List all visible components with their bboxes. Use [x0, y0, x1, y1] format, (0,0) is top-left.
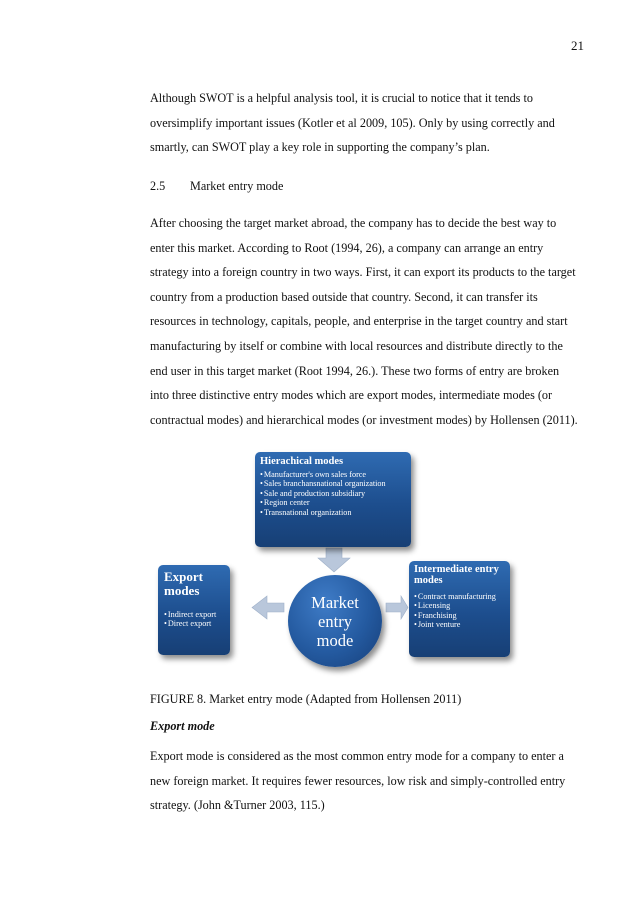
hierarchical-item: • Sales branchansnational organization [260, 479, 406, 488]
hierarchical-modes-box [255, 452, 411, 547]
intermediate-item: • Franchising [414, 611, 505, 620]
subheading-export-mode: Export mode [150, 719, 215, 733]
hierarchical-item: • Manufacturer's own sales force [260, 470, 406, 479]
arrow-hierarchical [318, 548, 350, 572]
export-item: • Direct export [164, 619, 224, 628]
paragraph-export-mode: Export mode is considered as the most common entry mode for a company to enter a new foreign market. It requires fewer resources, low risk and simply-controlled entry strategy. (John &Turner 2003, 115.) [150, 749, 566, 813]
arrow-export [252, 596, 284, 619]
export-modes-title: Export modes [164, 569, 203, 598]
intermediate-item: • Contract manufacturing [414, 592, 505, 601]
hierarchical-item: • Region center [260, 498, 406, 507]
arrow-intermediate [386, 596, 408, 619]
intermediate-modes-box [409, 561, 510, 657]
intermediate-modes-title: Intermediate entry modes [414, 564, 499, 586]
export-modes-box [158, 565, 230, 655]
page-number: 21 [571, 38, 584, 53]
center-label: Market entry mode [311, 592, 359, 650]
hierarchical-item: • Sale and production subsidiary [260, 489, 406, 498]
paragraph-swot: Although SWOT is a helpful analysis tool, it is crucial to notice that it tends to oversimplify important issues (Kotler et al 2009, 105). Only by using correctly and smartly, can SWOT play a key role in supporting the company’s plan. [150, 91, 555, 155]
intermediate-item: • Joint venture [414, 620, 505, 629]
section-number: 2.5 [150, 179, 166, 193]
figure-caption: FIGURE 8. Market entry mode (Adapted from Hollensen 2011) [150, 692, 462, 706]
market-entry-center [288, 575, 382, 667]
hierarchical-modes-title: Hierachical modes [260, 456, 344, 467]
paragraph-entry-strategy: After choosing the target market abroad, the company has to decide the best way to enter this market. According to Root (1994, 26), a company can arrange an entry strategy into a foreign country in two ways. First, it can export its products to the target country from a production based outside that country. Second, it can transfer its resources in technology, capitals, people, and enterprise in the target country and start manufacturing by itself or combine with local resources and distribute directly to the end user in this target market (Root 1994, 26.). These two forms of entry are broken into three distinctive entry modes which are export modes, intermediate modes (or contractual modes) and hierarchical modes (or investment modes) by Hollensen (2011). [150, 216, 578, 427]
section-title: Market entry mode [190, 179, 284, 193]
export-item: • Indirect export [164, 610, 224, 619]
hierarchical-item: • Transnational organization [260, 508, 406, 517]
intermediate-item: • Licensing [414, 601, 505, 610]
